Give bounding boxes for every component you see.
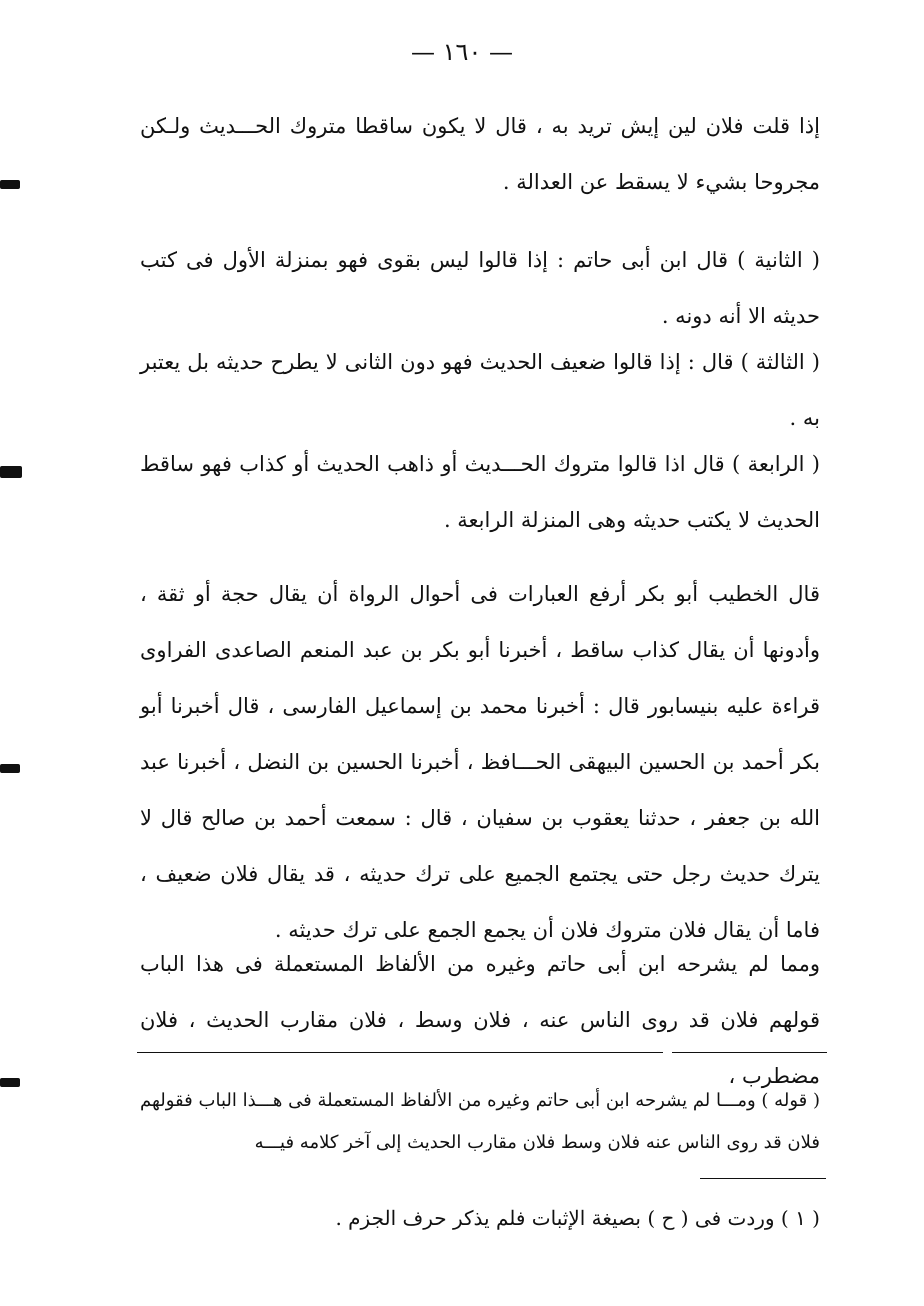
margin-mark	[0, 466, 22, 478]
commentary-footnote	[140, 1080, 820, 1164]
numbered-footnote	[140, 1196, 820, 1240]
page-number: — ١٦٠ —	[411, 38, 513, 66]
margin-mark	[0, 764, 20, 773]
paragraph-text: ومما لم يشرحه ابن أبى حاتم وغيره من الألفاظ المستعملة فى هذا الباب قولهم فلان قد روى الناس عنه ، فلان وسط ، فلان مقارب الحديث ، فلان مضطرب ،	[140, 952, 820, 1088]
paragraph-text: إذا قلت فلان لين إيش تريد به ، قال لا يكون ساقطا متروك الحـــديث ولـكن مجروحا بشيء لا يسقط عن العدالة .	[140, 114, 820, 194]
footnote-divider-right	[672, 1052, 827, 1053]
footnote-divider-short	[700, 1178, 826, 1179]
margin-mark	[0, 180, 20, 189]
paragraph-text: ( الرابعة ) قال اذا قالوا متروك الحـــديث أو ذاهب الحديث أو كذاب فهو ساقط الحديث لا يكتب حديثه وهى المنزلة الرابعة .	[140, 452, 820, 532]
paragraph-text: قال الخطيب أبو بكر أرفع العبارات فى أحوال الرواة أن يقال حجة أو ثقة ، وأدونها أن يقال كذاب ساقط ، أخبرنا أبو بكر بن عبد المنعم الصاعدى الفراوى قراءة عليه بنيسابور قال : أخبرنا محمد بن إسماعيل الفارسى ، قال أخبرنا أبو بكر أحمد بن الحسين البيهقى الحـــافظ ، أخبرنا الحسين بن النضل ، أخبرنا عبد الله بن جعفر ، حدثنا يعقوب بن سفيان ، قال : سمعت أحمد بن صالح قال لا يترك حديث رجل حتى يجتمع الجميع على ترك حديثه ، قد يقال فلان ضعيف ، فاما أن يقال فلان متروك فلان أن يجمع الجمع على ترك حديثه .	[140, 582, 820, 942]
paragraph-text: ( الثالثة ) قال : إذا قالوا ضعيف الحديث فهو دون الثانى لا يطرح حديثه بل يعتبر به .	[140, 350, 820, 430]
footnote-divider-left	[137, 1052, 663, 1053]
paragraph-text: ( الثانية ) قال ابن أبى حاتم : إذا قالوا ليس بقوى فهو بمنزلة الأول فى كتب حديثه الا أنه دونه .	[140, 248, 820, 328]
paragraph-3	[140, 334, 820, 446]
footnote-text: ( ١ ) وردت فى ( ح ) بصيغة الإثبات فلم يذكر حرف الجزم .	[335, 1206, 820, 1230]
paragraph-5	[140, 566, 820, 958]
footnote-text: ( قوله ) ومـــا لم يشرحه ابن أبى حاتم وغيره من الألفاظ المستعملة فى هـــذا الباب فقولهم فلان قد روى الناس عنه فلان وسط فلان مقارب الحديث إلى آخر كلامه فيـــه	[140, 1090, 820, 1153]
paragraph-2	[140, 232, 820, 344]
paragraph-4	[140, 436, 820, 548]
margin-mark	[0, 1078, 20, 1087]
paragraph-6	[140, 936, 820, 1104]
paragraph-1	[140, 98, 820, 210]
